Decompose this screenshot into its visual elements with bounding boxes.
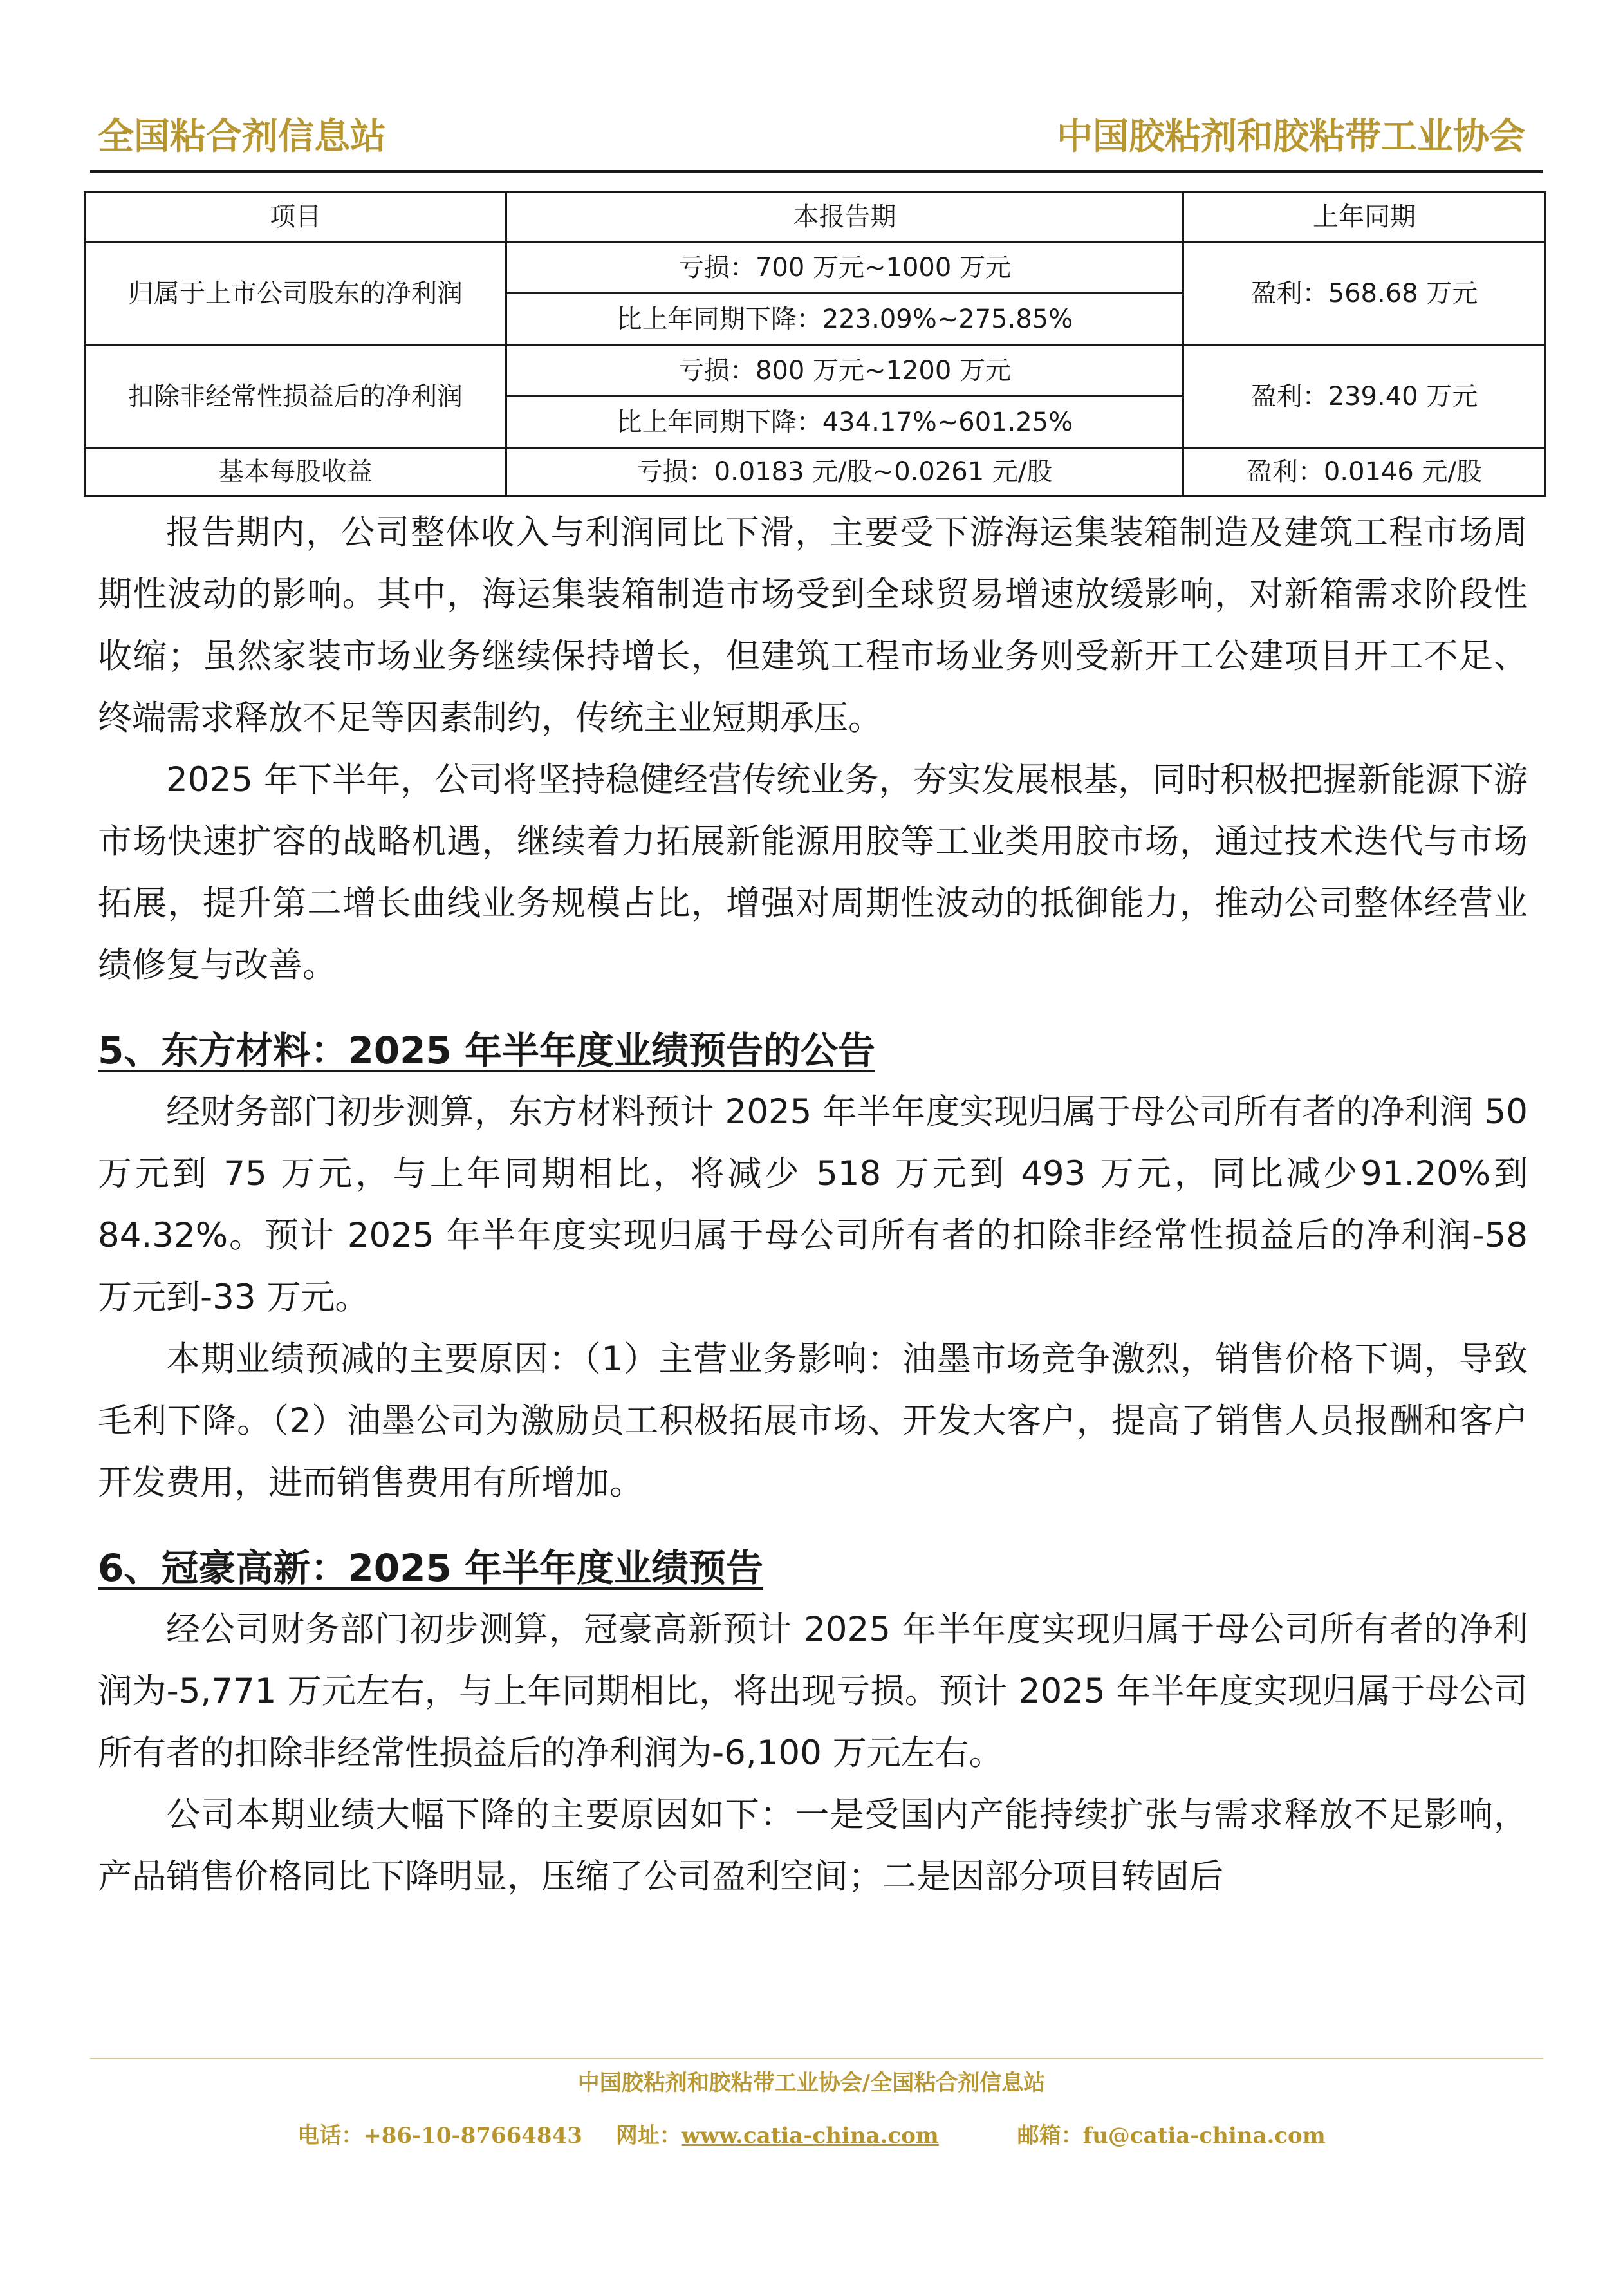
table-cell-prior: 盈利：239.40 万元: [1183, 345, 1546, 448]
table-header-cell: 上年同期: [1183, 192, 1546, 242]
table-header-cell: 项目: [85, 192, 506, 242]
footer-organization: 中国胶粘剂和胶粘带工业协会/全国粘合剂信息站: [577, 2070, 1046, 2096]
earnings-forecast-table: [84, 191, 1546, 497]
table-header-row: [85, 192, 1546, 242]
table-cell-prior: 盈利：568.68 万元: [1183, 242, 1546, 345]
email-address: fu@catia-china.com: [1082, 2123, 1326, 2149]
website-label: 网址：: [615, 2123, 682, 2149]
header-divider: [90, 170, 1543, 173]
phone-number: +86-10-87664843: [363, 2123, 582, 2149]
header-left-title: 全国粘合剂信息站: [98, 116, 386, 158]
table-cell-prior: 盈利：0.0146 元/股: [1183, 448, 1546, 496]
table-cell-current: 亏损：700 万元~1000 万元: [506, 242, 1183, 294]
table-cell-item: 扣除非经常性损益后的净利润: [85, 345, 506, 448]
article-body: [98, 502, 1528, 1908]
website-link[interactable]: www.catia-china.com: [681, 2123, 939, 2149]
body-paragraph: 经公司财务部门初步测算，冠豪高新预计 2025 年半年度实现归属于母公司所有者的净利润为-5,771 万元左右，与上年同期相比，将出现亏损。预计 2025 年半年度实现归属于母公司所有者的扣除非经常性损益后的净利润为-6,100 万元左右。: [98, 1610, 1528, 1773]
table-cell-current: 比上年同期下降：223.09%~275.85%: [506, 294, 1183, 345]
table-row: [85, 242, 1546, 294]
table-cell-item: 归属于上市公司股东的净利润: [85, 242, 506, 345]
table-cell-current: 比上年同期下降：434.17%~601.25%: [506, 397, 1183, 448]
table-cell-item: 基本每股收益: [85, 448, 506, 496]
body-paragraph: 报告期内，公司整体收入与利润同比下滑，主要受下游海运集装箱制造及建筑工程市场周期性波动的影响。其中，海运集装箱制造市场受到全球贸易增速放缓影响，对新箱需求阶段性收缩；虽然家装市场业务继续保持增长，但建筑工程市场业务则受新开工公建项目开工不足、终端需求释放不足等因素制约，传统主业短期承压。: [98, 513, 1528, 738]
body-paragraph: 2025 年下半年，公司将坚持稳健经营传统业务，夯实发展根基，同时积极把握新能源下游市场快速扩容的战略机遇，继续着力拓展新能源用胶等工业类用胶市场，通过技术迭代与市场拓展，提升第二增长曲线业务规模占比，增强对周期性波动的抵御能力，推动公司整体经营业绩修复与改善。: [98, 760, 1528, 985]
phone-label: 电话：: [297, 2123, 364, 2149]
footer-divider: [90, 2058, 1543, 2059]
body-paragraph: 本期业绩预减的主要原因：（1）主营业务影响：油墨市场竞争激烈，销售价格下调，导致毛利下降。（2）油墨公司为激励员工积极拓展市场、开发大客户，提高了销售人员报酬和客户开发费用，进而销售费用有所增加。: [98, 1339, 1528, 1502]
table-header-cell: 本报告期: [506, 192, 1183, 242]
section-heading: 5、东方材料：2025 年半年度业绩预告的公告: [98, 1029, 875, 1072]
body-paragraph: 经财务部门初步测算，东方材料预计 2025 年半年度实现归属于母公司所有者的净利润 50 万元到 75 万元，与上年同期相比，将减少 518 万元到 493 万元，同比减少91.20%到 84.32%。预计 2025 年半年度实现归属于母公司所有者的扣除非经常性损益后的净利润-58 万元到-33 万元。: [98, 1092, 1528, 1317]
section-heading: 6、冠豪高新：2025 年半年度业绩预告: [98, 1546, 763, 1590]
email-label: 邮箱：: [1017, 2123, 1083, 2149]
body-paragraph: 公司本期业绩大幅下降的主要原因如下：一是受国内产能持续扩张与需求释放不足影响，产品销售价格同比下降明显，压缩了公司盈利空间；二是因部分项目转固后: [98, 1795, 1528, 1896]
table-cell-current: 亏损：0.0183 元/股~0.0261 元/股: [506, 448, 1183, 496]
table-row: [85, 448, 1546, 496]
table-row: [85, 345, 1546, 397]
header-right-title: 中国胶粘剂和胶粘带工业协会: [1057, 116, 1525, 158]
footer-contact: [0, 2118, 1623, 2149]
table-cell-current: 亏损：800 万元~1200 万元: [506, 345, 1183, 397]
